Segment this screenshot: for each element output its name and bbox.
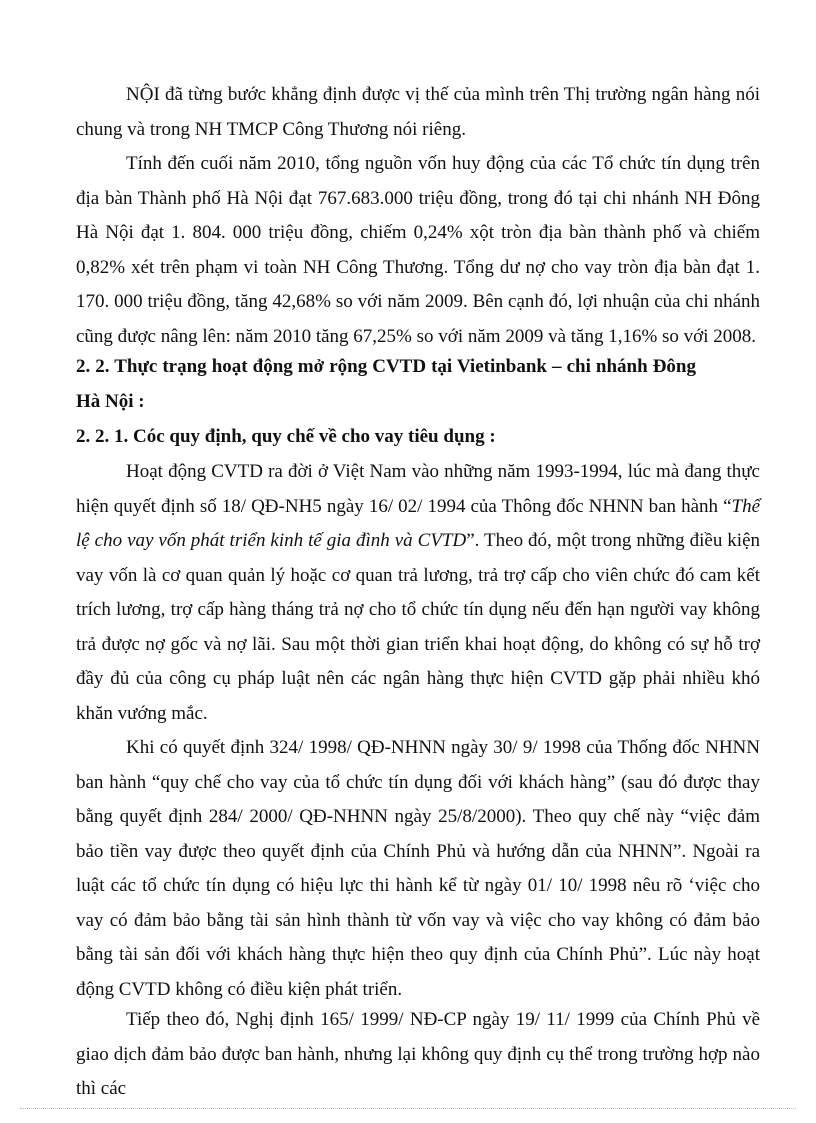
paragraph-decision-324: Khi có quyết định 324/ 1998/ QĐ-NHNN ngày 30/ 9/ 1998 của Thống đốc NHNN ban hành “quy chế cho vay của tổ chức tín dụng đối với khách hàng” (sau đó được thay bằng quyết định 284/ 2000/ QĐ-NHNN ngày 25/8/2000). Theo quy chế này “việc đảm bảo tiền vay được theo quyết định của Chính Phủ và hướng dẫn của NHNN”. Ngoài ra luật các tổ chức tín dụng có hiệu lực thi hành kể từ ngày 01/ 10/ 1998 nêu rõ ‘việc cho vay có đảm bảo bằng tài sản hình thành từ vốn vay và việc cho vay không có đảm bảo bằng tài sản đối với khách hàng thực hiện theo quy định của Chính Phủ”. Lúc này hoạt động CVTD không có điều kiện phát triển. bbox=[76, 737, 760, 1000]
history-text-after: ”. Theo đó, một trong những điều kiện vay vốn là cơ quan quản lý hoặc cơ quan trả lương, trả trợ cấp cho viên chức đó cam kết trích lương, trợ cấp hàng tháng trả nợ cho tổ chức tín dụng nếu đến hạn người vay không trả được nợ gốc và nợ lãi. Sau một thời gian triển khai hoạt động, do không có sự hỗ trợ đầy đủ của công cụ pháp luật nên các ngân hàng thực hiện CVTD gặp phải nhiều khó khăn vướng mắc. bbox=[76, 530, 760, 724]
paragraph-decree-165: Tiếp theo đó, Nghị định 165/ 1999/ NĐ-CP ngày 19/ 11/ 1999 của Chính Phủ về giao dịch đảm bảo được ban hành, nhưng lại không quy định cụ thể trong trường hợp nào thì các bbox=[76, 1009, 760, 1099]
paragraph-intro: NỘI đã từng bước khẳng định được vị thế của mình trên Thị trường ngân hàng nói chung và trong NH TMCP Công Thương nói riêng. bbox=[76, 84, 760, 140]
page-bottom-divider bbox=[20, 1108, 796, 1109]
section-heading: 2. 2. Thực trạng hoạt động mở rộng CVTD tại Vietinbank – chi nhánh Đông Hà Nội : bbox=[76, 356, 696, 412]
paragraph-history bbox=[76, 455, 760, 731]
history-italic-title: Thể lệ cho vay vốn phát triển kinh tế gia đình và CVTD bbox=[76, 495, 760, 551]
paragraph-funding-stats: Tính đến cuối năm 2010, tổng nguồn vốn huy động của các Tổ chức tín dụng trên địa bàn Thành phố Hà Nội đạt 767.683.000 triệu đồng, trong đó tại chi nhánh NH Đông Hà Nội đạt 1. 804. 000 triệu đồng, chiếm 0,24% xột tròn địa bàn thành phố và chiếm 0,82% xét trên phạm vi toàn NH Công Thương. Tổng dư nợ cho vay tròn địa bàn đạt 1. 170. 000 triệu đồng, tăng 42,68% so với năm 2009. Bên cạnh đó, lợi nhuận của chi nhánh cũng được nâng lên: năm 2010 tăng 67,25% so với năm 2009 và tăng 1,16% so với 2008. bbox=[76, 153, 760, 347]
history-text-before: Hoạt động CVTD ra đời ở Việt Nam vào những năm 1993-1994, lúc mà đang thực hiện quyết định số 18/ QĐ-NH5 ngày 16/ 02/ 1994 của Thông đốc NHNN ban hành “ bbox=[76, 461, 760, 517]
subsection-heading: 2. 2. 1. Cóc quy định, quy chế về cho vay tiêu dụng : bbox=[76, 426, 496, 447]
